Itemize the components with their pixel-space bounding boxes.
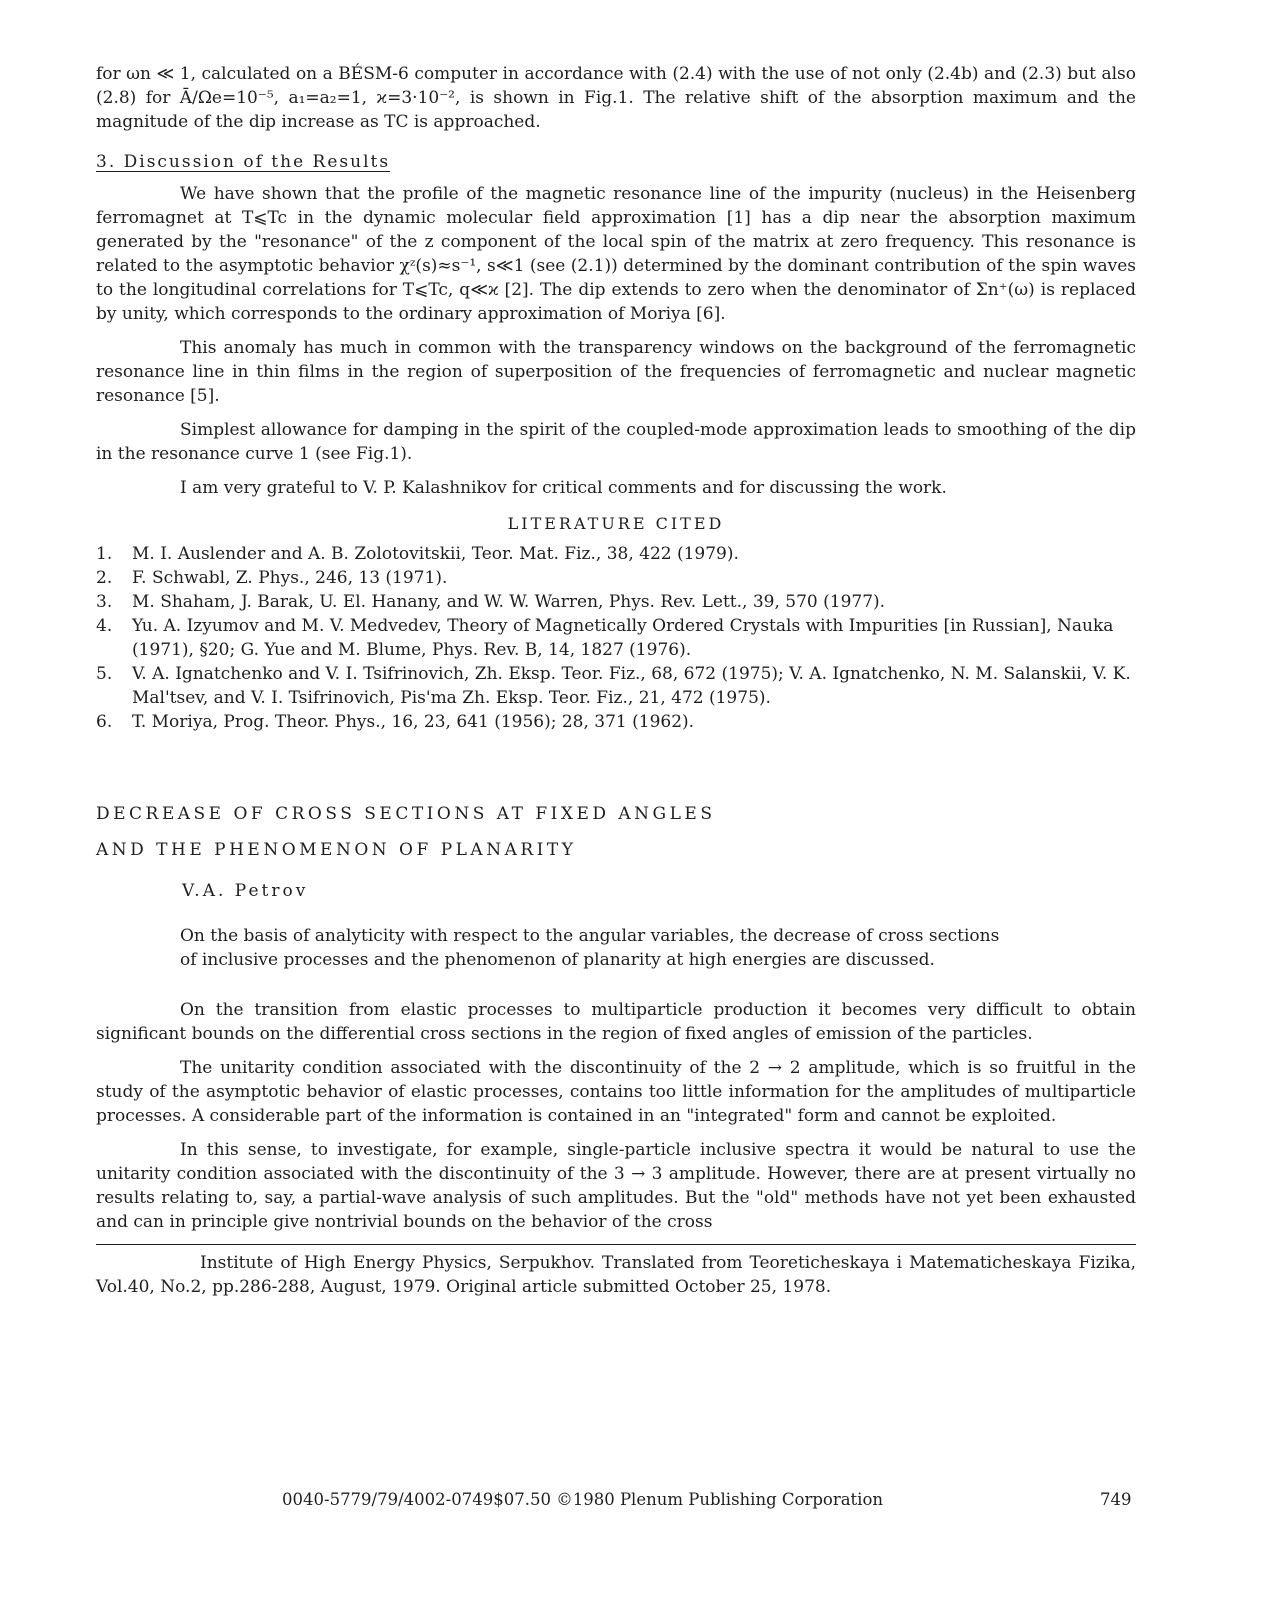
page-number: 749 <box>1100 1490 1132 1509</box>
section-paragraph-1: We have shown that the profile of the magnetic resonance line of the impurity (nucleus) in the Heisenberg ferromagnet at T⩽Tc in the dynamic molecular field approximation [1] has a dip near the absorption maximum generated by the "resonance" of the z component of the local spin of the matrix at zero frequency. This resonance is related to the asymptotic behavior χᶻ(s)≈s⁻¹, s≪1 (see (2.1)) determined by the dominant contribution of the spin waves to the longitudinal correlations for T⩽Tc, q≪ϰ [2]. The dip extends to zero when the denominator of Σn⁺(ω) is replaced by unity, which corresponds to the ordinary approximation of Moriya [6]. <box>96 184 1136 324</box>
reference-text: V. A. Ignatchenko and V. I. Tsifrinovich, Zh. Eksp. Teor. Fiz., 68, 672 (1975); V. A. Ignatchenko, N. M. Salanskii, V. K. Mal'tsev, and V. I. Tsifrinovich, Pis'ma Zh. Eksp. Teor. Fiz., 21, 472 (1975). <box>132 664 1131 708</box>
reference-list <box>96 542 1136 734</box>
reference-text: T. Moriya, Prog. Theor. Phys., 16, 23, 641 (1956); 28, 371 (1962). <box>132 712 695 732</box>
reference-number: 1. <box>96 544 113 564</box>
footnote <box>96 1251 1136 1299</box>
section-paragraph-3: Simplest allowance for damping in the spirit of the coupled-mode approximation leads to smoothing of the dip in the resonance curve 1 (see Fig.1). <box>96 420 1136 464</box>
reference-number: 5. <box>96 664 113 684</box>
reference-number: 2. <box>96 568 113 588</box>
reference-text: F. Schwabl, Z. Phys., 246, 13 (1971). <box>132 568 448 588</box>
reference-item <box>96 710 1136 734</box>
reference-item <box>96 662 1136 710</box>
reference-number: 6. <box>96 712 113 732</box>
section-paragraph-4: I am very grateful to V. P. Kalashnikov for critical comments and for discussing the work. <box>180 478 947 498</box>
article-paragraph-3: In this sense, to investigate, for example, single-particle inclusive spectra it would be natural to use the unitarity condition associated with the discontinuity of the 3 → 3 amplitude. However, there are at present virtually no results relating to, say, a partial-wave analysis of such amplitudes. But the "old" methods have not yet been exhausted and can in principle give nontrivial bounds on the behavior of the cross <box>96 1140 1136 1232</box>
section-heading: 3. Discussion of the Results <box>96 152 391 172</box>
article-title-line-2: AND THE PHENOMENON OF PLANARITY <box>96 840 577 860</box>
reference-text: M. I. Auslender and A. B. Zolotovitskii, Teor. Mat. Fiz., 38, 422 (1979). <box>132 544 739 564</box>
reference-number: 3. <box>96 592 113 612</box>
reference-item <box>96 614 1136 662</box>
footnote-text: Institute of High Energy Physics, Serpukhov. Translated from Teoreticheskaya i Matematicheskaya Fizika, Vol.40, No.2, pp.286-288, August, 1979. Original article submitted October 25, 1978. <box>96 1253 1136 1297</box>
page-content <box>96 62 1136 1299</box>
reference-item <box>96 590 1136 614</box>
literature-heading: LITERATURE CITED <box>507 514 725 533</box>
article-author: V.A. Petrov <box>182 881 309 901</box>
reference-item <box>96 542 1136 566</box>
reference-number: 4. <box>96 616 113 636</box>
article-abstract: On the basis of analyticity with respect to the angular variables, the decrease of cross sections of inclusive processes and the phenomenon of planarity at high energies are discussed. <box>180 926 1000 970</box>
reference-item <box>96 566 1136 590</box>
article-title <box>96 796 1136 868</box>
reference-text: M. Shaham, J. Barak, U. El. Hanany, and W. W. Warren, Phys. Rev. Lett., 39, 570 (1977). <box>132 592 886 612</box>
issn-copyright: 0040-5779/79/4002-0749$07.50 ©1980 Plenum Publishing Corporation <box>282 1490 884 1509</box>
reference-text: Yu. A. Izyumov and M. V. Medvedev, Theory of Magnetically Ordered Crystals with Impurities [in Russian], Nauka (1971), §20; G. Yue and M. Blume, Phys. Rev. B, 14, 1827 (1976). <box>132 616 1114 660</box>
intro-paragraph: for ωn ≪ 1, calculated on a BÉSM-6 computer in accordance with (2.4) with the use of not only (2.4b) and (2.3) but also (2.8) for Ā/Ωe=10⁻⁵, a₁=a₂=1, ϰ=3·10⁻², is shown in Fig.1. The relative shift of the absorption maximum and the magnitude of the dip increase as TC is approached. <box>96 64 1136 132</box>
article-paragraph-2: The unitarity condition associated with the discontinuity of the 2 → 2 amplitude, which is so fruitful in the study of the asymptotic behavior of elastic processes, contains too little information for the amplitudes of multiparticle processes. A considerable part of the information is contained in an "integrated" form and cannot be exploited. <box>96 1058 1136 1126</box>
article-title-line-1: DECREASE OF CROSS SECTIONS AT FIXED ANGLES <box>96 804 716 824</box>
article-paragraph-1: On the transition from elastic processes to multiparticle production it becomes very difficult to obtain significant bounds on the differential cross sections in the region of fixed angles of emission of the particles. <box>96 1000 1136 1044</box>
footnote-divider <box>96 1244 1136 1245</box>
section-paragraph-2: This anomaly has much in common with the transparency windows on the background of the ferromagnetic resonance line in thin films in the region of superposition of the frequencies of ferromagnetic and nuclear magnetic resonance [5]. <box>96 338 1136 406</box>
page-footer <box>0 1490 1261 1514</box>
